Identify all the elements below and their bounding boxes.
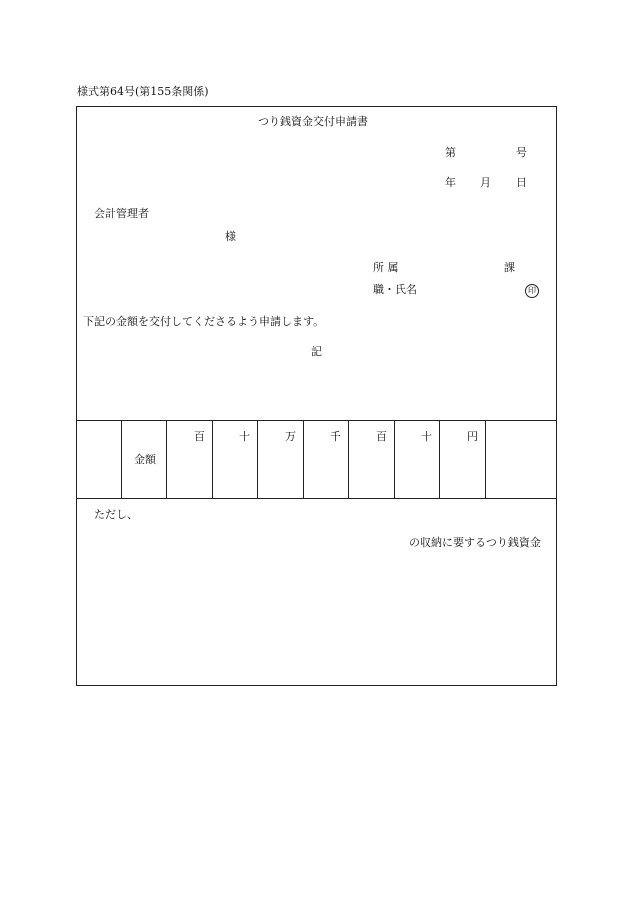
form-title: つり銭資金交付申請書 <box>258 115 368 128</box>
unit-label: 万 <box>285 430 296 443</box>
form-number: 様式第64号(第155条関係) <box>77 85 209 98</box>
date-day: 日 <box>516 176 527 189</box>
amount-label: 金額 <box>134 453 156 466</box>
digit-cell <box>167 421 213 498</box>
affiliation-suffix: 課 <box>504 261 515 274</box>
amount-table <box>77 420 556 499</box>
unit-label: 百 <box>376 430 387 443</box>
unit-label: 千 <box>330 430 341 443</box>
digit-cell <box>304 421 349 498</box>
date-month: 月 <box>480 176 491 189</box>
number-suffix: 号 <box>516 146 527 159</box>
unit-label: 円 <box>467 430 478 443</box>
date-year: 年 <box>445 176 456 189</box>
request-text: 下記の金額を交付してくださるよう申請します。 <box>83 315 325 328</box>
amount-label-cell <box>122 421 167 498</box>
digit-cell <box>349 421 395 498</box>
digit-cell <box>258 421 304 498</box>
affiliation-label: 所 属 <box>373 261 399 274</box>
addressee-honorific: 様 <box>225 230 236 243</box>
seal-mark: 印 <box>525 284 539 298</box>
name-label: 職・氏名 <box>373 283 417 296</box>
digit-cell <box>395 421 440 498</box>
ki-heading: 記 <box>311 345 322 358</box>
amount-empty-cell <box>77 421 122 498</box>
application-form-frame <box>76 106 557 686</box>
digit-cell <box>440 421 486 498</box>
number-prefix: 第 <box>445 146 456 159</box>
proviso-suffix: の収納に要するつり銭資金 <box>409 536 541 549</box>
proviso-intro: ただし、 <box>94 508 138 521</box>
unit-label: 十 <box>239 430 250 443</box>
unit-label: 百 <box>194 430 205 443</box>
amount-extra-cell <box>486 421 556 498</box>
digit-cell <box>213 421 258 498</box>
addressee-title: 会計管理者 <box>94 207 149 220</box>
unit-label: 十 <box>421 430 432 443</box>
